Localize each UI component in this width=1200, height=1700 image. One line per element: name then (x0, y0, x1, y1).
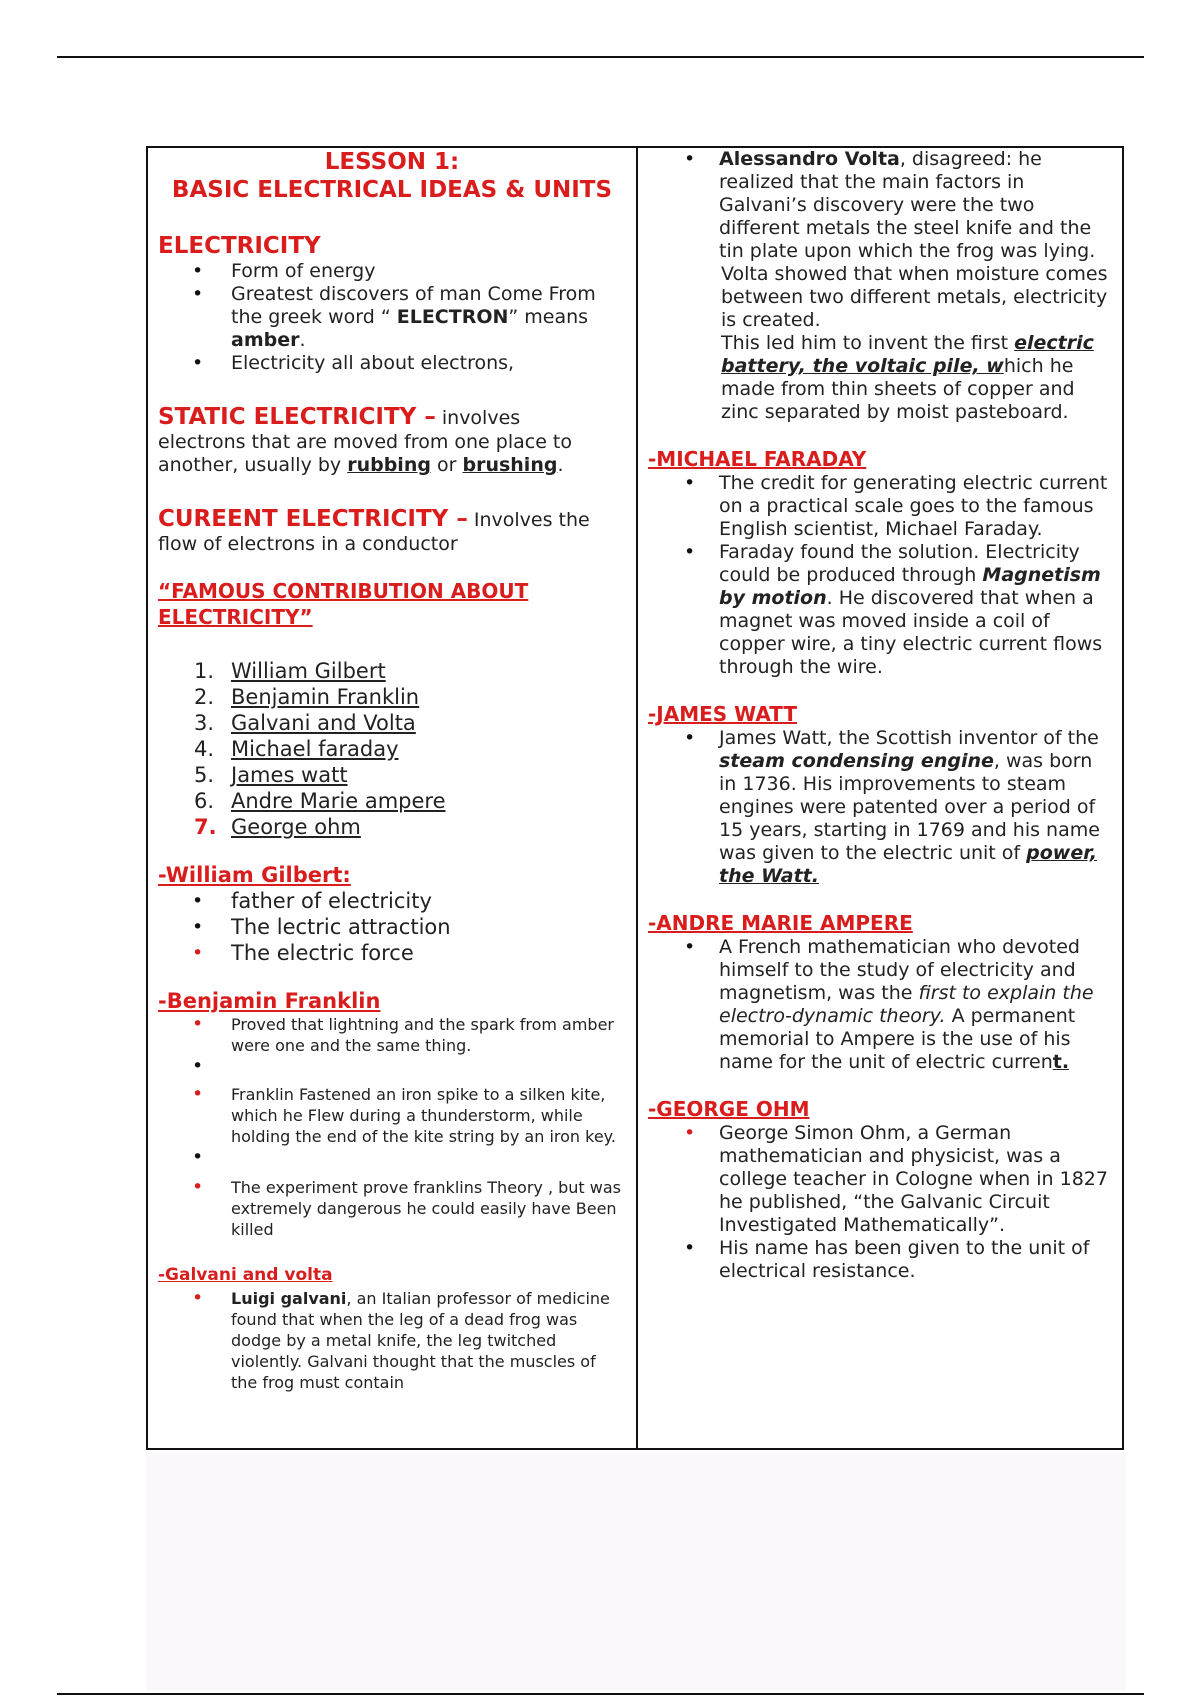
static-electricity-paragraph: STATIC ELECTRICITY – involves electrons that are moved from one place to another, usually by rubbing or brushing. (158, 404, 572, 476)
galvani-list (158, 1288, 626, 1393)
list-item: • Luigi galvani, an Italian professor of medicine found that when the leg of a dead frog was dodge by a metal knife, the leg twitched violently. Galvani thought that the muscles of the frog must contain (158, 1288, 626, 1393)
watt-list (648, 727, 1114, 888)
list-item: • Form of energy (158, 260, 626, 283)
watt-heading: -JAMES WATT (648, 702, 797, 726)
galvani-heading: -Galvani and volta (158, 1265, 333, 1285)
gilbert-list (158, 888, 626, 966)
list-item: 7. George ohm (194, 815, 361, 839)
current-heading: CUREENT ELECTRICITY – (158, 506, 468, 532)
current-electricity-paragraph: CUREENT ELECTRICITY – Involves the flow of electrons in a conductor (158, 506, 590, 555)
volta-battery: This led him to invent the first electric battery, the voltaic pile, which he made from thin sheets of copper and zinc separated by moist pasteboard. (721, 332, 1094, 423)
list-item: • James Watt, the Scottish inventor of the steam condensing engine, was born in 1736. His improvements to steam engines were patented over a period of 15 years, starting in 1769 and his name was given to the electric unit of power, the Watt. (648, 727, 1114, 888)
page-lower-area (146, 1452, 1126, 1690)
list-item: • father of electricity (158, 888, 626, 914)
list-item: • The electric force (158, 940, 626, 966)
franklin-list (158, 1014, 626, 1240)
ohm-list (648, 1122, 1114, 1283)
list-item: 2. Benjamin Franklin (194, 685, 420, 709)
lesson-subtitle: BASIC ELECTRICAL IDEAS & UNITS (171, 177, 613, 203)
left-column (148, 148, 638, 1448)
list-item: • The lectric attraction (158, 914, 626, 940)
list-item: • Faraday found the solution. Electricity could be produced through Magnetism by motion. He discovered that when a magnet was moved inside a coil of copper wire, a tiny electric current flows through the wire. (648, 541, 1114, 679)
list-item: • Alessandro Volta, disagreed: he realized that the main factors in Galvani’s discovery were the two different metals the steel knife and the tin plate upon which the frog was lying. (648, 148, 1114, 263)
list-item: 1. William Gilbert (194, 659, 386, 683)
lesson-title (158, 148, 626, 204)
lesson-table (146, 146, 1124, 1450)
ampere-list (648, 936, 1114, 1074)
list-item: • The experiment prove franklins Theory , but was extremely dangerous he could easily have Been killed (158, 1177, 626, 1240)
list-item: 5. James watt (194, 763, 348, 787)
faraday-list (648, 472, 1114, 679)
franklin-heading: -Benjamin Franklin (158, 989, 381, 1013)
ampere-heading: -ANDRE MARIE AMPERE (648, 911, 913, 935)
ohm-heading: -GEORGE OHM (648, 1097, 810, 1121)
volta-list (648, 148, 1114, 263)
list-item: • His name has been given to the unit of electrical resistance. (648, 1237, 1114, 1283)
volta-continued: Volta showed that when moisture comes between two different metals, electricity is created. (721, 263, 1108, 331)
list-item: • Proved that lightning and the spark from amber were one and the same thing. (158, 1014, 626, 1056)
static-heading: STATIC ELECTRICITY – (158, 404, 436, 430)
list-item: • Greatest discovers of man Come From the greek word “ ELECTRON” means amber. (158, 283, 626, 352)
gilbert-heading: -William Gilbert: (158, 863, 351, 887)
list-item: • Electricity all about electrons, (158, 352, 626, 375)
famous-contribution-heading: “FAMOUS CONTRIBUTION ABOUT ELECTRICITY” (158, 579, 529, 629)
electricity-heading: ELECTRICITY (158, 233, 321, 259)
list-item: • Franklin Fastened an iron spike to a silken kite, which he Flew during a thunderstorm, while holding the end of the kite string by an iron key. (158, 1084, 626, 1147)
header-rule (57, 56, 1144, 58)
lesson-number: LESSON 1: (324, 149, 460, 175)
list-item: • The credit for generating electric current on a practical scale goes to the famous English scientist, Michael Faraday. (648, 472, 1114, 541)
contributors-list (158, 658, 626, 840)
right-column (638, 148, 1122, 1448)
electricity-list (158, 260, 626, 375)
faraday-heading: -MICHAEL FARADAY (648, 447, 867, 471)
list-item: 4. Michael faraday (194, 737, 399, 761)
list-item: 3. Galvani and Volta (194, 711, 416, 735)
list-item: • A French mathematician who devoted himself to the study of electricity and magnetism, was the first to explain the electro-dynamic theory. A permanent memorial to Ampere is the use of his name for the unit of electric current. (648, 936, 1114, 1074)
list-item: 6. Andre Marie ampere (194, 789, 446, 813)
footer-rule (57, 1693, 1144, 1695)
list-item: • George Simon Ohm, a German mathematician and physicist, was a college teacher in Cologne when in 1827 he published, “the Galvanic Circuit Investigated Mathematically”. (648, 1122, 1114, 1237)
